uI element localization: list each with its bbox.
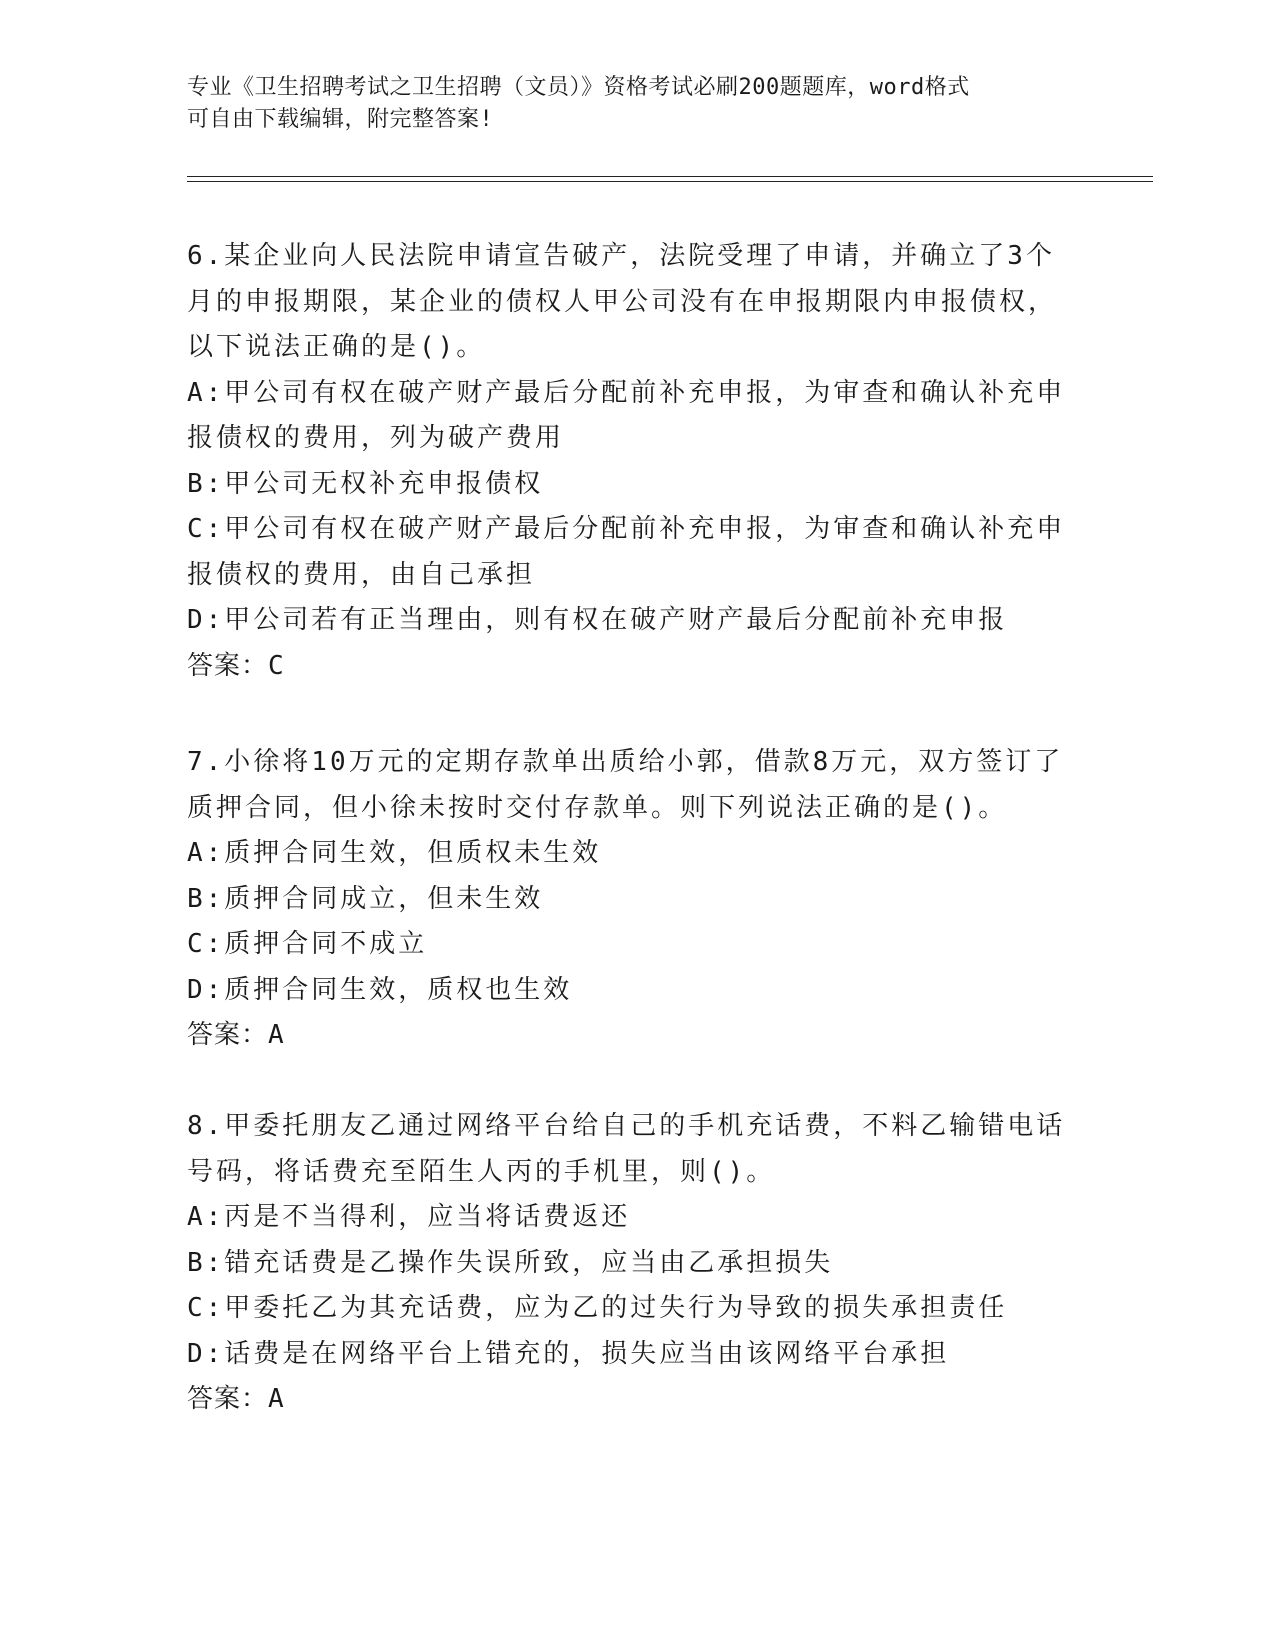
option-a-line: A:丙是不当得利，应当将话费返还 <box>187 1202 631 1232</box>
option-d-line: D:质押合同生效，质权也生效 <box>187 974 573 1005</box>
option-b-line: B:错充话费是乙操作失误所致，应当由乙承担损失 <box>187 1247 834 1278</box>
option-c-line: C:甲委托乙为其充话费，应为乙的过失行为导致的损失承担责任 <box>187 1293 1008 1323</box>
option-c-line: C:质押合同不成立 <box>187 929 428 959</box>
header-divider-top <box>187 176 1153 177</box>
option-c-line: C:甲公司有权在破产财产最后分配前补充申报，为审查和确认补充申 <box>187 514 1066 544</box>
option-d-line: D:话费是在网络平台上错充的，损失应当由该网络平台承担 <box>187 1338 950 1369</box>
question-6 <box>187 234 1087 689</box>
option-b-line: B:甲公司无权补充申报债权 <box>187 468 544 499</box>
option-a-line: A:质押合同生效，但质权未生效 <box>187 838 602 868</box>
header-title-line-1: 专业《卫生招聘考试之卫生招聘（文员）》资格考试必刷200题题库，word格式 <box>187 75 970 100</box>
question-stem-line: 7.小徐将10万元的定期存款单出质给小郭，借款8万元，双方签订了 <box>187 747 1064 777</box>
option-d-line: D:甲公司若有正当理由，则有权在破产财产最后分配前补充申报 <box>187 605 1008 635</box>
header-title-line-2: 可自由下载编辑，附完整答案! <box>187 107 494 132</box>
question-stem-line: 以下说法正确的是()。 <box>187 332 486 362</box>
question-stem-line: 6.某企业向人民法院申请宣告破产，法院受理了申请，并确立了3个 <box>187 241 1055 271</box>
question-stem-line: 8.甲委托朋友乙通过网络平台给自己的手机充话费，不料乙输错电话 <box>187 1111 1066 1141</box>
option-b-line: B:质押合同成立，但未生效 <box>187 883 544 914</box>
option-a-line: A:甲公司有权在破产财产最后分配前补充申报，为审查和确认补充申 <box>187 377 1066 408</box>
question-stem-line: 质押合同，但小徐未按时交付存款单。则下列说法正确的是()。 <box>187 792 1008 823</box>
answer-label: 答案：A <box>187 1020 285 1050</box>
question-stem-line: 月的申报期限，某企业的债权人甲公司没有在申报期限内申报债权， <box>187 286 1058 317</box>
question-8 <box>187 1104 1087 1423</box>
answer-label: 答案：C <box>187 650 285 681</box>
header-divider-bottom <box>187 181 1153 182</box>
option-c-line: 报债权的费用，由自己承担 <box>187 559 536 590</box>
option-a-line: 报债权的费用，列为破产费用 <box>187 423 565 453</box>
document-header <box>187 72 1067 136</box>
question-stem-line: 号码，将话费充至陌生人丙的手机里，则()。 <box>187 1156 776 1187</box>
question-7 <box>187 740 1087 1059</box>
answer-label: 答案：A <box>187 1384 285 1414</box>
